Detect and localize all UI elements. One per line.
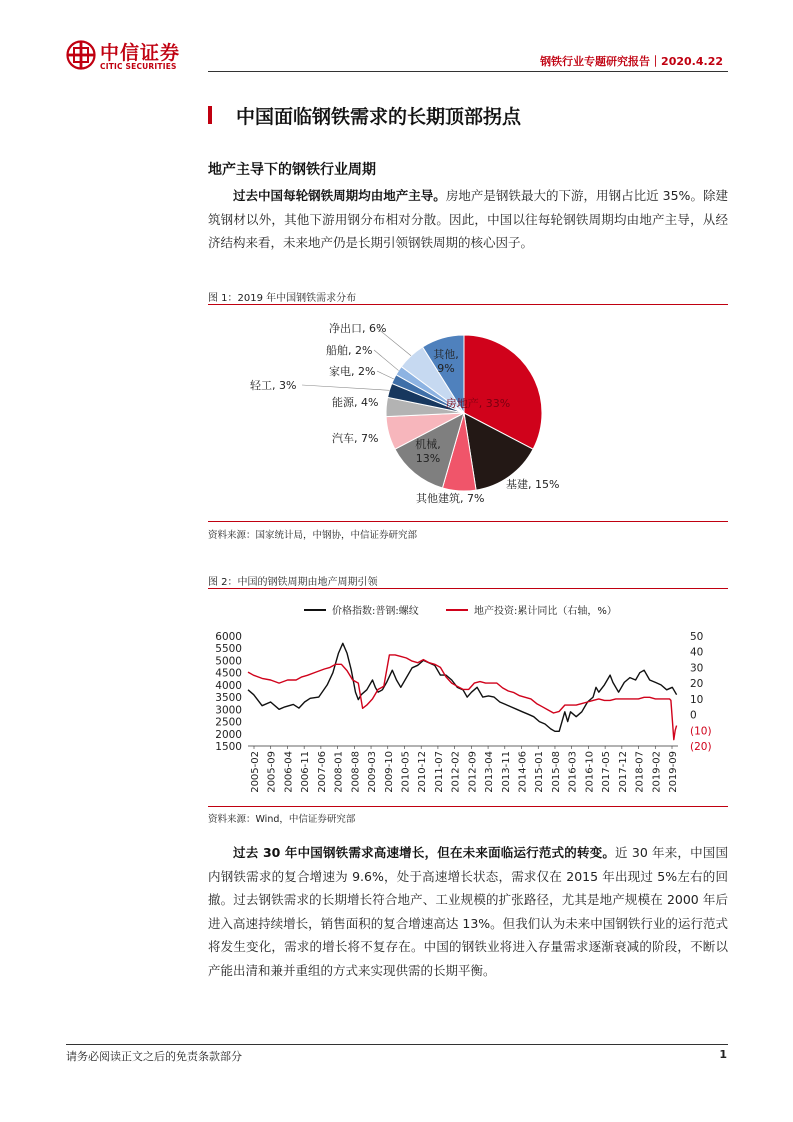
y-right-tick: 50 (690, 631, 704, 643)
pie-label-机械: 机械, 13% (415, 438, 441, 465)
series-rebar-price-line (248, 643, 677, 731)
x-tick-label: 2016-03 (567, 751, 579, 793)
y-right-tick: 0 (690, 709, 697, 722)
x-tick-label: 2015-08 (550, 751, 562, 793)
figure-1-caption: 图 1：2019 年中国钢铁需求分布 (208, 293, 357, 304)
y-left-tick: 3500 (215, 692, 242, 705)
y-right-tick: (10) (690, 725, 712, 738)
x-tick-label: 2018-07 (634, 751, 646, 793)
citic-logo-icon (66, 40, 96, 70)
y-left-tick: 5000 (215, 655, 242, 668)
x-tick-label: 2014-06 (517, 751, 529, 793)
x-tick-label: 2010-05 (400, 751, 412, 793)
y-right-tick: (20) (690, 741, 712, 753)
pie-label-轻工: 轻工, 3% (250, 379, 297, 392)
paragraph-1-body: 房地产是钢铁最大的下游，用钢占比近 35%。除建筑钢材以外，其他下游用钢分布相对分散。因此，中国以往每轮钢铁周期均由地产主导，从经济结构来看，未来地产仍是长期引领钢铁周期的核心因子。 (208, 188, 728, 250)
figure-2-source: 资料来源：Wind，中信证券研究部 (208, 814, 356, 825)
pie-label-其他: 其他, 9% (433, 348, 459, 375)
y-right-tick: 10 (690, 693, 704, 706)
figure-2-top-rule (208, 588, 728, 589)
x-tick-label: 2011-07 (433, 751, 445, 793)
x-tick-label: 2015-01 (534, 751, 546, 793)
y-left-tick: 5500 (215, 643, 242, 656)
pie-label-其他建筑: 其他建筑, 7% (416, 492, 485, 505)
header-divider (208, 71, 728, 72)
pie-label-汽车: 汽车, 7% (332, 432, 379, 445)
pie-leader-船舶 (374, 350, 399, 371)
y-left-tick: 6000 (215, 631, 242, 643)
x-tick-label: 2008-01 (333, 751, 345, 793)
x-tick-label: 2006-11 (300, 751, 312, 793)
x-tick-label: 2005-02 (250, 751, 261, 793)
paragraph-2-body: 近 30 年来，中国国内钢铁需求的复合增速为 9.6%，处于高速增长状态，需求仅在 2015 年出现过 5%左右的回撤。过去钢铁需求的长期增长符合地产、工业规模的扩张路径，尤其是地产规模在 2000 年后进入高速持续增长，销售面积的复合增速高达 13%。但我们认为未来中国钢铁行业的运行范式将发生变化，需求的增长将不复存在。中国的钢铁业将进入存量需求逐渐衰减的阶段，不断以产能出清和兼并重组的方式来实现供需的长期平衡。 (208, 845, 728, 978)
y-right-tick: 40 (690, 646, 704, 659)
x-tick-label: 2019-02 (651, 751, 663, 793)
y-left-tick: 2000 (215, 728, 242, 741)
paragraph-1-lead: 过去中国每轮钢铁周期均由地产主导。 (233, 188, 446, 203)
pie-label-基建: 基建, 15% (506, 478, 560, 491)
pie-label-能源: 能源, 4% (332, 396, 379, 409)
x-tick-label: 2009-10 (383, 751, 395, 793)
pie-leader-家电 (377, 371, 394, 379)
footer-disclaimer: 请务必阅读正文之后的免责条款部分 (66, 1050, 242, 1063)
x-tick-label: 2013-04 (484, 751, 496, 793)
y-left-tick: 4000 (215, 679, 242, 692)
paragraph-1 (208, 184, 728, 255)
pie-label-净出口: 净出口, 6% (329, 322, 387, 335)
x-tick-label: 2008-08 (350, 751, 362, 793)
section-title: 中国面临钢铁需求的长期顶部拐点 (236, 106, 522, 128)
figure-1-source: 资料来源：国家统计局，中钢协，中信证券研究部 (208, 530, 418, 541)
y-right-tick: 20 (690, 678, 704, 691)
pie-label-家电: 家电, 2% (329, 365, 376, 378)
y-left-tick: 1500 (215, 741, 242, 753)
page-number: 1 (719, 1048, 727, 1061)
y-right-tick: 30 (690, 662, 704, 675)
line-chart (208, 590, 728, 804)
y-left-tick: 3000 (215, 704, 242, 717)
x-tick-label: 2012-09 (467, 751, 479, 793)
legend-label-0: 价格指数:普钢:螺纹 (332, 606, 419, 617)
x-tick-label: 2012-02 (450, 751, 462, 793)
x-tick-label: 2005-09 (266, 751, 278, 793)
x-tick-label: 2016-10 (584, 751, 596, 793)
pie-leader-轻工 (302, 385, 389, 390)
figure-1-bottom-rule (208, 521, 728, 522)
pie-label-房地产: 房地产, 33% (445, 397, 511, 410)
x-tick-label: 2017-05 (601, 751, 613, 793)
logo-english-text: CITIC SECURITIES (100, 62, 177, 71)
figure-2-bottom-rule (208, 806, 728, 807)
report-header-title: 钢铁行业专题研究报告｜2020.4.22 (540, 55, 723, 68)
legend-label-1: 地产投资:累计同比（右轴，%） (474, 606, 617, 617)
subsection-title: 地产主导下的钢铁行业周期 (208, 162, 376, 178)
x-tick-label: 2007-06 (316, 751, 328, 793)
x-tick-label: 2017-12 (617, 751, 629, 793)
section-marker (208, 106, 212, 124)
y-left-tick: 2500 (215, 716, 242, 729)
y-left-tick: 4500 (215, 667, 242, 680)
figure-2-caption: 图 2：中国的钢铁周期由地产周期引领 (208, 577, 378, 588)
pie-label-船舶: 船舶, 2% (326, 344, 373, 357)
x-tick-label: 2009-03 (367, 751, 379, 793)
x-tick-label: 2010-12 (417, 751, 429, 793)
x-tick-label: 2019-09 (668, 751, 679, 793)
x-tick-label: 2013-11 (500, 751, 512, 793)
pie-chart (208, 305, 728, 520)
x-tick-label: 2006-04 (283, 751, 295, 793)
paragraph-2 (208, 841, 728, 982)
logo-chinese-text: 中信证券 (100, 42, 181, 64)
footer-divider (66, 1044, 728, 1045)
paragraph-2-lead: 过去 30 年中国钢铁需求高速增长，但在未来面临运行范式的转变。 (233, 845, 616, 860)
